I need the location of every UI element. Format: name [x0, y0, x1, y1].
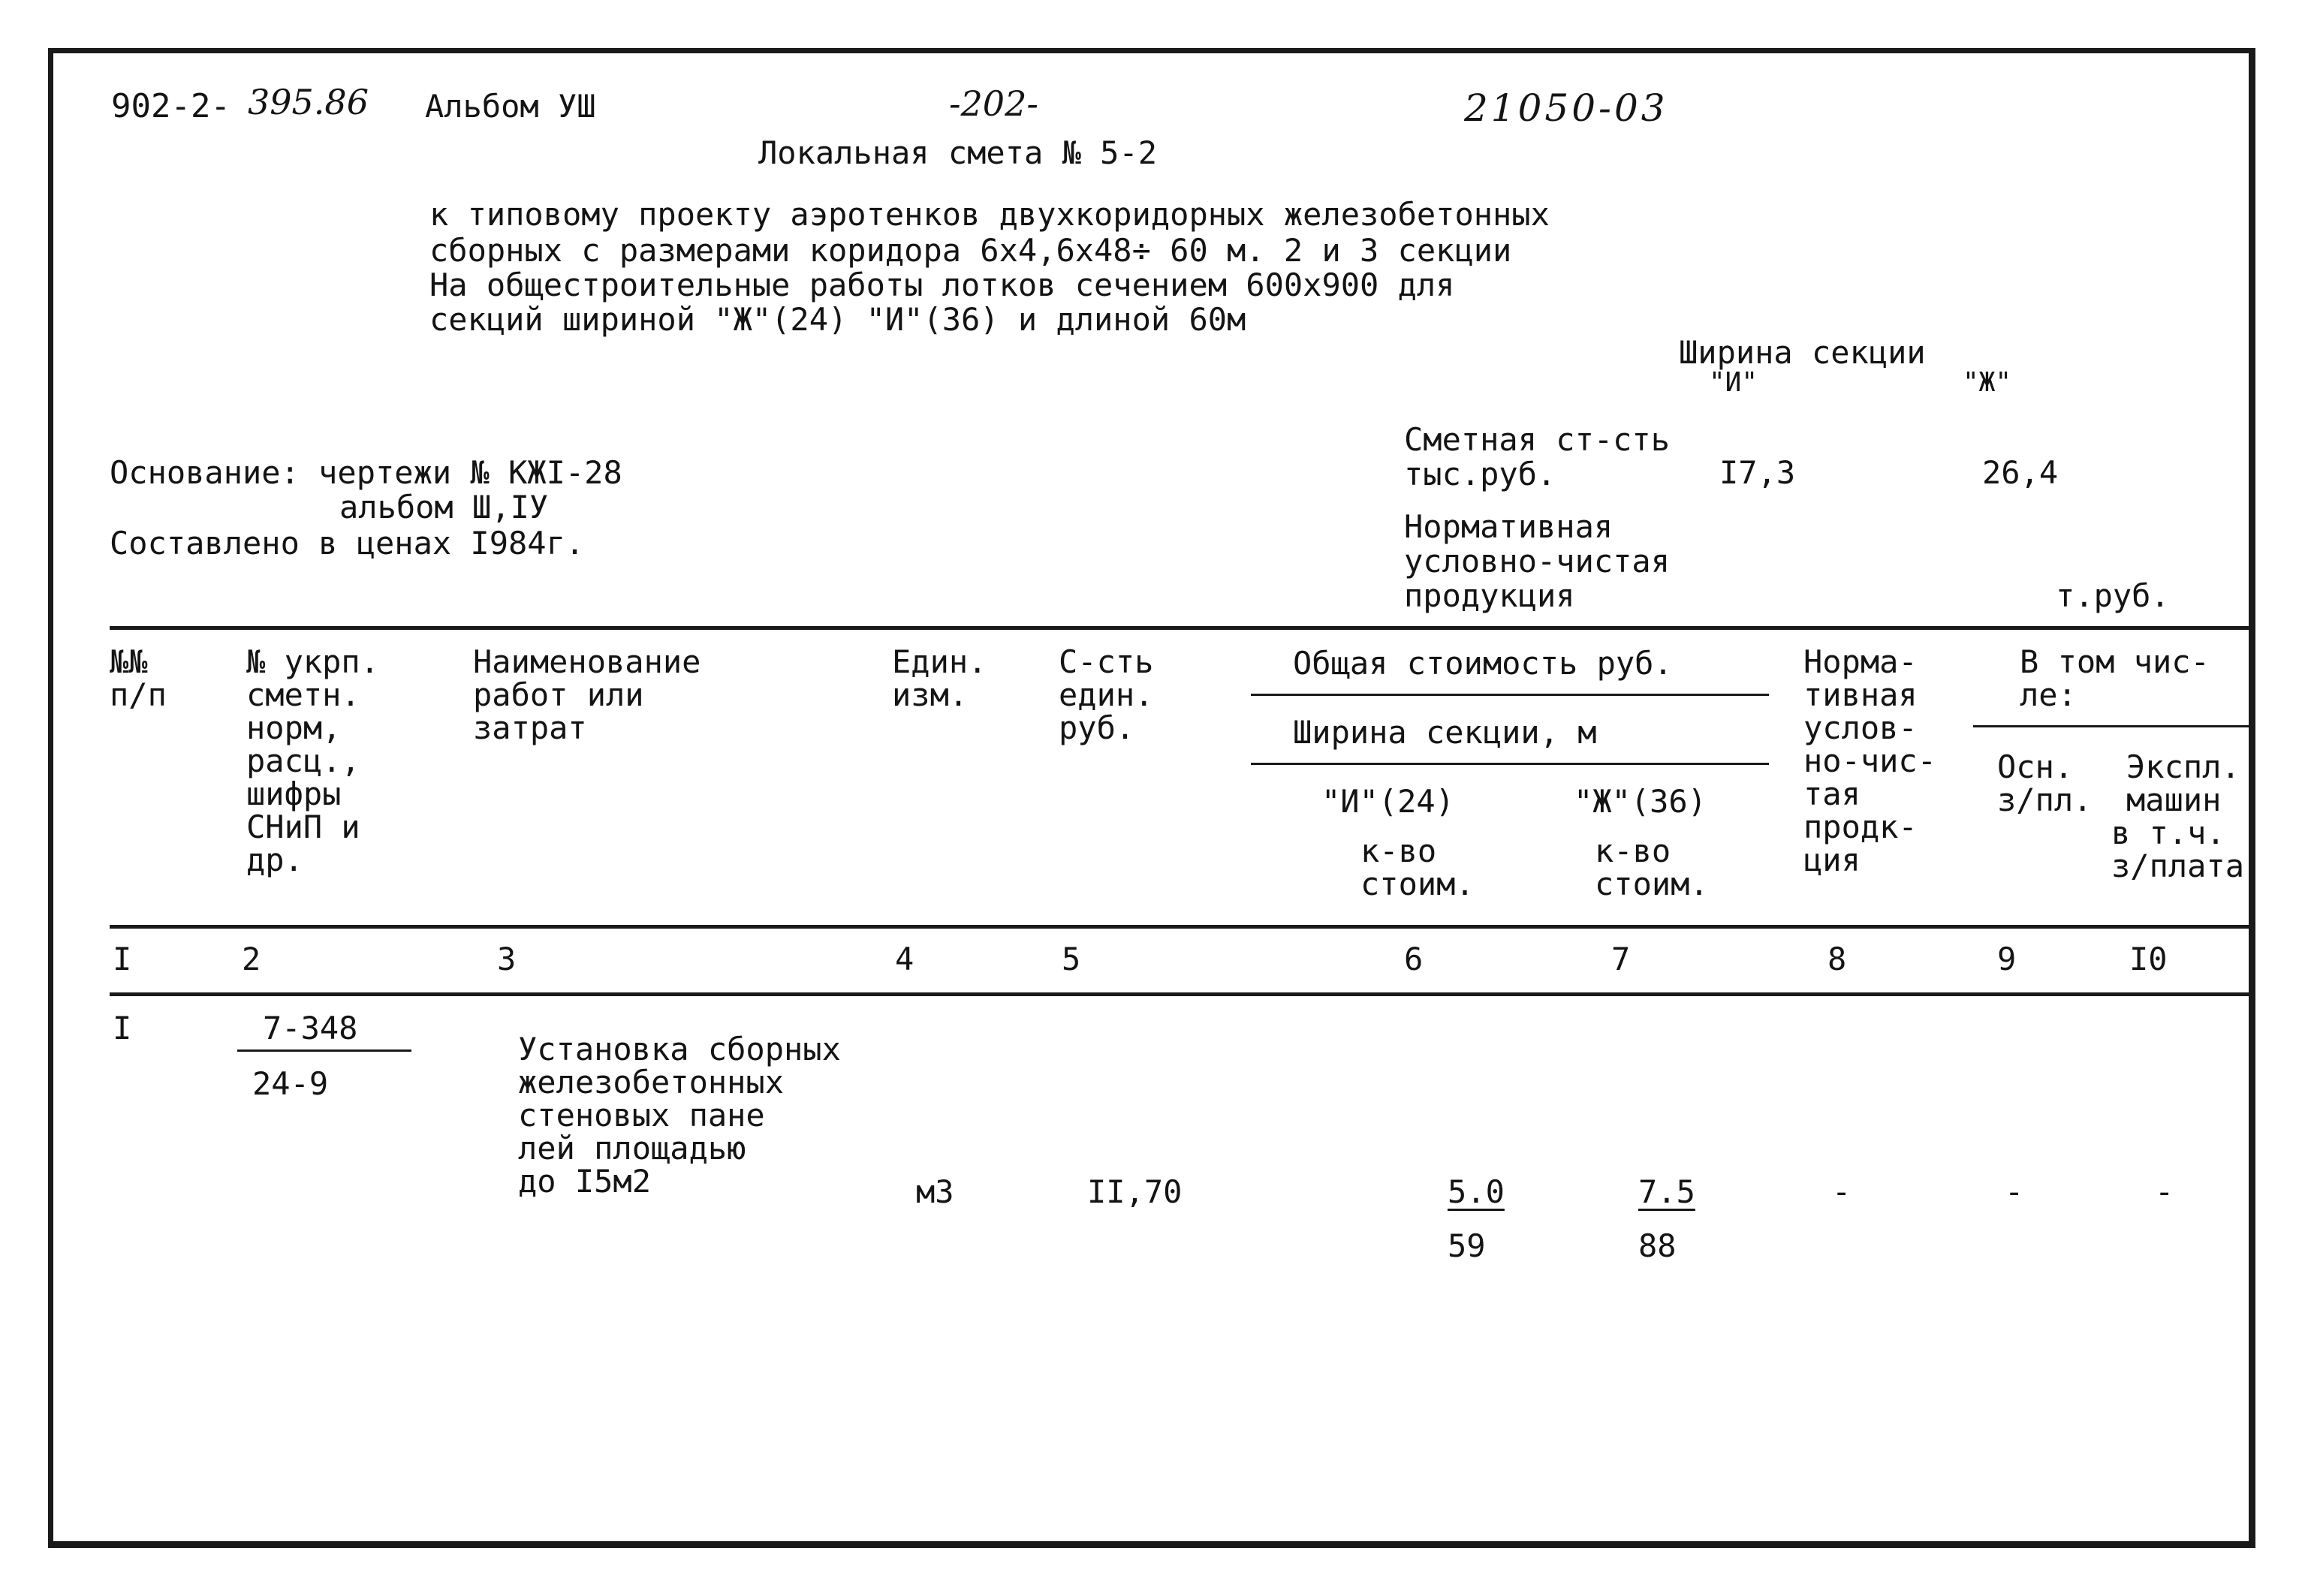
- header-bottom-rule: [110, 925, 2255, 929]
- header-total-cost: Общая стоимость руб.: [1293, 645, 1673, 682]
- header-unit: Един. изм.: [892, 643, 987, 713]
- basis-line-3: Составлено в ценах I984г.: [110, 525, 585, 562]
- row-code-top: 7-348: [263, 1010, 358, 1046]
- album-label: Альбом УШ: [425, 88, 596, 125]
- row-zh-cost: 88: [1638, 1227, 1677, 1264]
- row-unit: м3: [916, 1173, 954, 1210]
- row-unit-cost: II,70: [1087, 1173, 1183, 1210]
- header-machines-salary: в т.ч. з/плата: [2111, 815, 2245, 884]
- row-code-bottom: 24-9: [252, 1065, 329, 1102]
- description-line-2: сборных с размерами коридора 6х4,6х48÷ 60 м. 2 и 3 секции: [429, 232, 1512, 269]
- norm-label-1: Нормативная: [1404, 508, 1614, 545]
- header-col-zh: "Ж"(36): [1574, 783, 1707, 820]
- row-code-divider: [237, 1049, 411, 1052]
- doc-number-suffix: 395.86: [248, 82, 369, 122]
- col-number-3: 3: [497, 941, 517, 977]
- row-number: I: [113, 1010, 132, 1046]
- row-base-salary: -: [2005, 1173, 2024, 1210]
- header-machines: Экспл. машин: [2126, 748, 2240, 818]
- col-number-4: 4: [895, 941, 914, 977]
- header-base-salary: Осн. з/пл.: [1997, 748, 2093, 818]
- total-cost-rule: [1251, 694, 1769, 696]
- description-line-3: На общестроительные работы лотков сечением 600х900 для: [429, 267, 1455, 303]
- section-width-zh: "Ж": [1963, 367, 2012, 398]
- col-number-10: I0: [2129, 941, 2168, 977]
- row-machines: -: [2155, 1173, 2174, 1210]
- page-number: -202-: [949, 83, 1038, 124]
- incl-rule: [1973, 725, 2255, 727]
- table-top-rule: [110, 626, 2255, 630]
- colnum-bottom-rule: [110, 992, 2255, 996]
- header-col-zh-sub: к-во стоим.: [1595, 833, 1709, 902]
- header-code: № укрп. сметн. норм, расц., шифры СНиП и др.: [246, 643, 380, 878]
- section-width-label: Ширина секции: [1679, 334, 1926, 371]
- basis-line-2: альбом Ш,IУ: [339, 489, 549, 525]
- col-number-7: 7: [1611, 941, 1631, 977]
- col-number-9: 9: [1997, 941, 2017, 977]
- norm-unit: т.руб.: [2056, 577, 2170, 614]
- cost-label-2: тыс.руб.: [1404, 456, 1556, 492]
- norm-label-2: условно-чистая: [1404, 543, 1671, 580]
- cost-value-zh: 26,4: [1982, 454, 2059, 491]
- row-norm-product: -: [1832, 1173, 1852, 1210]
- header-unit-cost: С-сть един. руб.: [1059, 643, 1154, 746]
- header-section-width: Ширина секции, м: [1293, 714, 1597, 751]
- header-col-i-sub: к-во стоим.: [1360, 833, 1475, 902]
- row-i-cost: 59: [1448, 1227, 1486, 1264]
- description-line-1: к типовому проекту аэротенков двухкоридорных железобетонных: [429, 196, 1550, 233]
- norm-label-3: продукция: [1404, 577, 1575, 614]
- header-name: Наименование работ или затрат: [473, 643, 701, 746]
- header-including: В том чис- ле:: [2020, 643, 2210, 713]
- row-zh-quantity: 7.5: [1638, 1173, 1695, 1210]
- col-number-8: 8: [1827, 941, 1847, 977]
- doc-code: 21050-03: [1464, 86, 1668, 130]
- col-number-6: 6: [1404, 941, 1424, 977]
- row-i-quantity: 5.0: [1448, 1173, 1505, 1210]
- doc-number-prefix: 902-2-: [111, 87, 230, 125]
- section-width-rule: [1251, 763, 1769, 765]
- cost-label-1: Сметная ст-сть: [1404, 421, 1671, 458]
- col-number-5: 5: [1062, 941, 1081, 977]
- col-number-2: 2: [242, 941, 261, 977]
- col-number-1: I: [113, 941, 132, 977]
- header-norm-product: Норма- тивная услов- но-чис- тая продк- ция: [1803, 643, 1937, 878]
- row-work-name: Установка сборных железобетонных стеновых пане лей площадью до I5м2: [518, 1031, 841, 1200]
- header-num: №№ п/п: [110, 643, 167, 713]
- cost-value-i: I7,3: [1719, 454, 1796, 491]
- basis-line-1: Основание: чертежи № КЖI-28: [110, 454, 622, 491]
- section-width-i: "И": [1709, 367, 1758, 398]
- document-title: Локальная смета № 5-2: [758, 134, 1158, 171]
- header-col-i: "И"(24): [1321, 783, 1455, 820]
- description-line-4: секций шириной "Ж"(24) "И"(36) и длиной 60м: [429, 301, 1246, 338]
